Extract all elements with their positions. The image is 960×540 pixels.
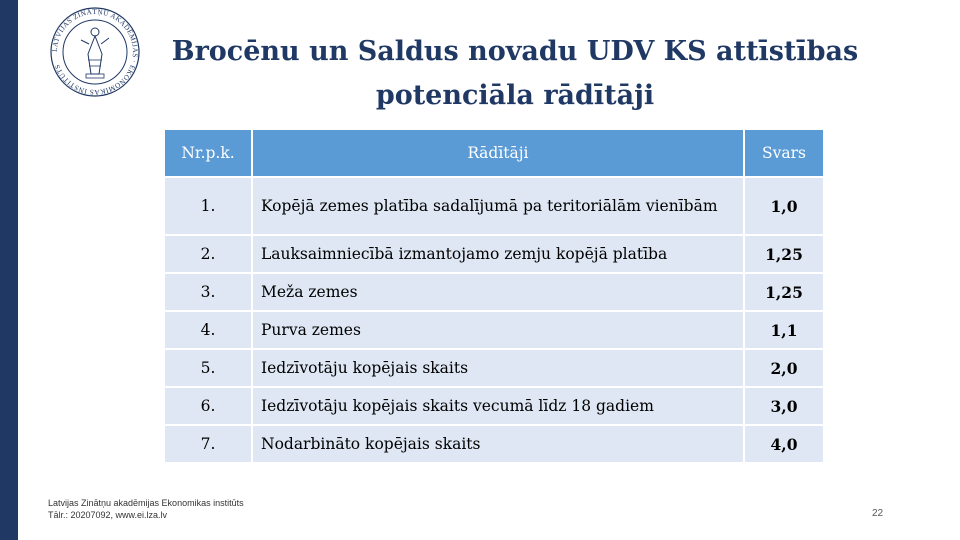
row-indicator: Kopējā zemes platība sadalījumā pa teritoriālām vienībām <box>253 178 743 234</box>
row-number: 7. <box>165 426 251 462</box>
row-indicator: Iedzīvotāju kopējais skaits vecumā līdz 18 gadiem <box>253 388 743 424</box>
footer-phone-web: Tālr.: 20207092, www.ei.lza.lv <box>48 510 168 520</box>
seal-ring-text: LATVIJAS ZINĀTŅU AKADĒMIJAS · EKONOMIKAS INSTITŪTS <box>50 7 140 97</box>
row-number: 2. <box>165 236 251 272</box>
row-number: 1. <box>165 178 251 234</box>
table-row <box>165 274 823 310</box>
table-row <box>165 312 823 348</box>
header-nr: Nr.p.k. <box>165 130 251 176</box>
row-number: 5. <box>165 350 251 386</box>
table-row <box>165 388 823 424</box>
table-header-row <box>165 130 823 176</box>
row-weight: 1,25 <box>745 274 823 310</box>
row-number: 6. <box>165 388 251 424</box>
row-weight: 1,1 <box>745 312 823 348</box>
row-weight: 3,0 <box>745 388 823 424</box>
row-indicator: Lauksaimniecībā izmantojamo zemju kopējā platība <box>253 236 743 272</box>
table-row <box>165 236 823 272</box>
row-number: 4. <box>165 312 251 348</box>
row-number: 3. <box>165 274 251 310</box>
row-weight: 1,0 <box>745 178 823 234</box>
row-indicator: Nodarbināto kopējais skaits <box>253 426 743 462</box>
left-accent-bar <box>0 0 18 540</box>
row-indicator: Purva zemes <box>253 312 743 348</box>
table-row <box>165 178 823 234</box>
indicators-table <box>163 128 825 464</box>
footer-institute: Latvijas Zinātņu akadēmijas Ekonomikas institūts <box>48 498 244 508</box>
header-indicators: Rādītāji <box>253 130 743 176</box>
table-row <box>165 426 823 462</box>
row-indicator: Meža zemes <box>253 274 743 310</box>
footer-contact <box>48 497 244 521</box>
table-row <box>165 350 823 386</box>
header-weight: Svars <box>745 130 823 176</box>
page-number: 22 <box>872 508 884 519</box>
row-weight: 1,25 <box>745 236 823 272</box>
slide-title: Brocēnu un Saldus novadu UDV KS attīstības potenciāla rādītāji <box>171 36 859 111</box>
row-weight: 2,0 <box>745 350 823 386</box>
row-indicator: Iedzīvotāju kopējais skaits <box>253 350 743 386</box>
row-weight: 4,0 <box>745 426 823 462</box>
